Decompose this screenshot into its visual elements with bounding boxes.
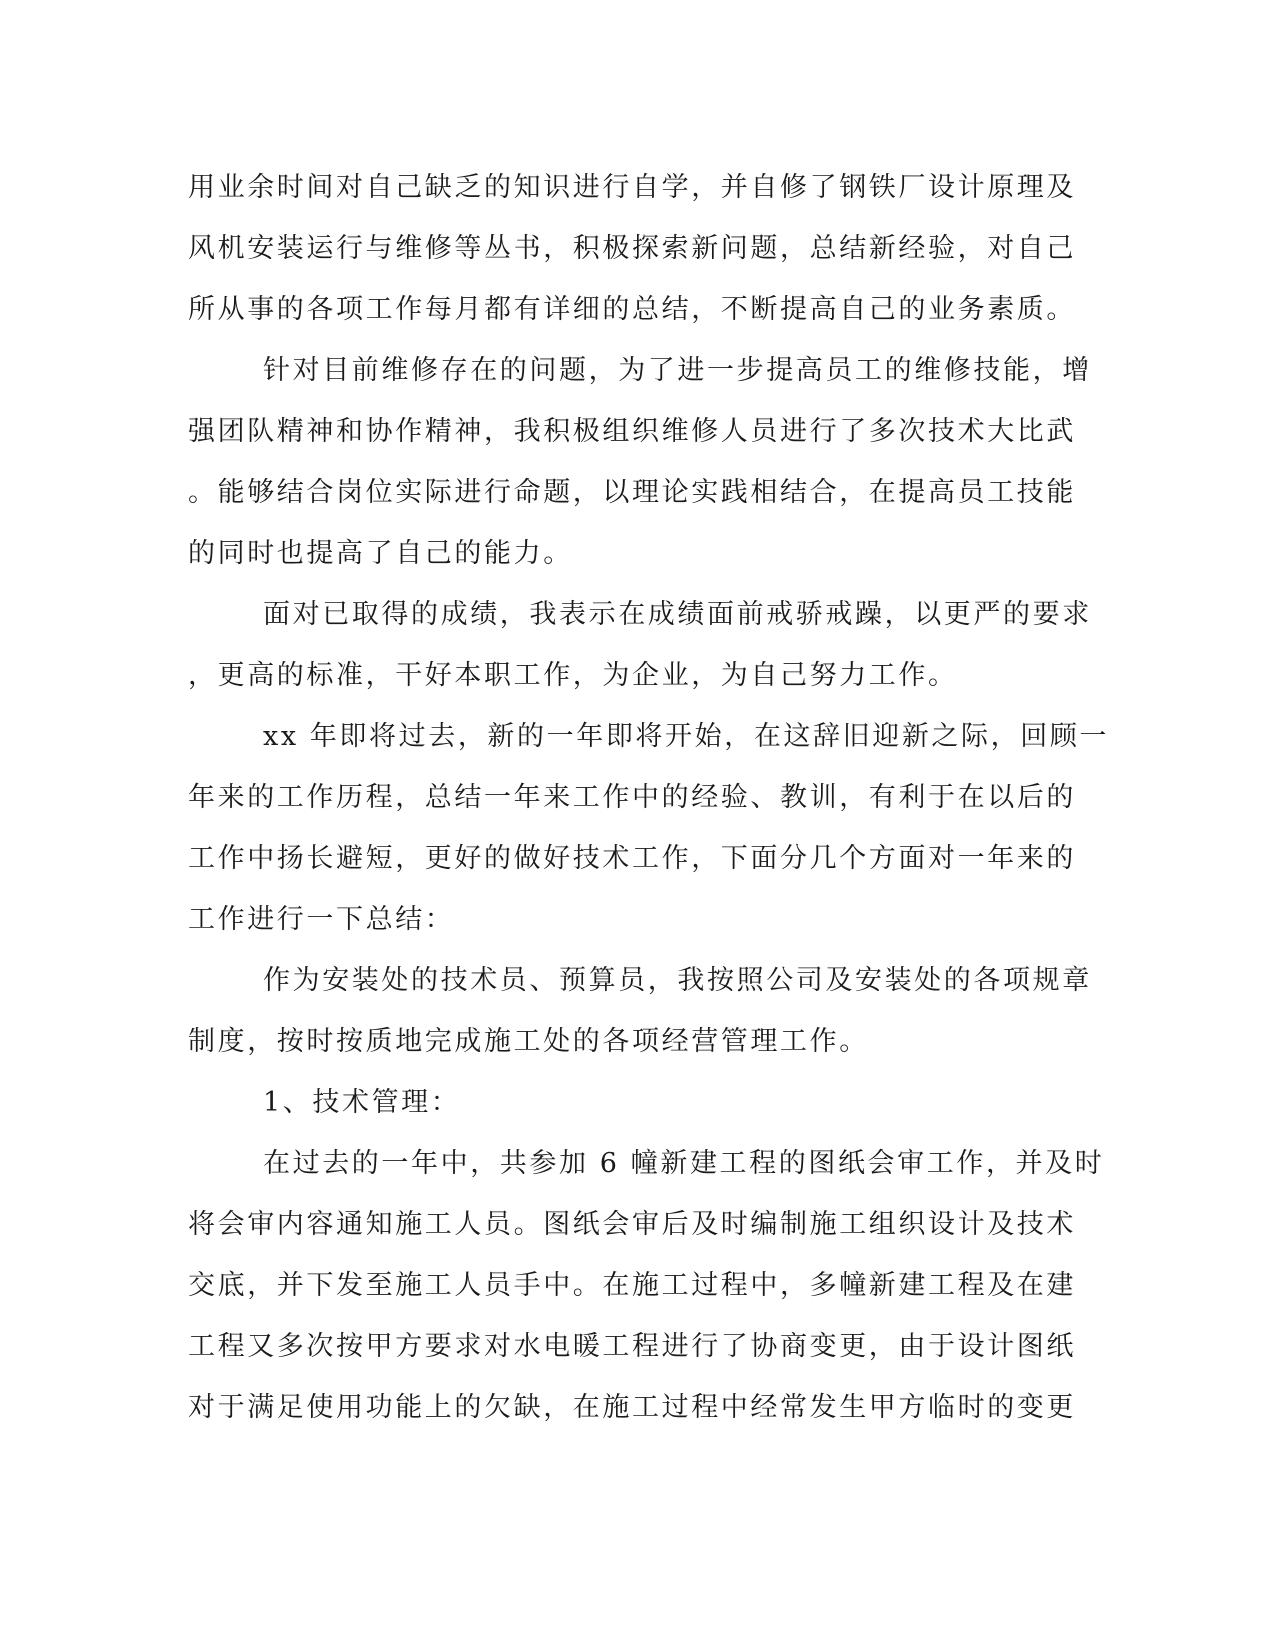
text-line: ，更高的标准，干好本职工作，为企业，为自己努力工作。: [188, 660, 958, 691]
body-text: [188, 157, 1110, 1438]
text-line: 用业余时间对自己缺乏的知识进行自学，并自修了钢铁厂设计原理及: [188, 172, 1076, 203]
text-line: 的同时也提高了自己的能力。: [188, 538, 573, 569]
paragraph-first-line: 在过去的一年中，共参加 6 幢新建工程的图纸会审工作，并及时: [263, 1148, 1105, 1179]
text-line: 年来的工作历程，总结一年来工作中的经验、教训，有利于在以后的: [188, 782, 1076, 813]
text-line: 工作中扬长避短，更好的做好技术工作，下面分几个方面对一年来的: [188, 843, 1076, 874]
text-line: 强团队精神和协作精神，我积极组织维修人员进行了多次技术大比武: [188, 416, 1076, 447]
text-line: 对于满足使用功能上的欠缺，在施工过程中经常发生甲方临时的变更: [188, 1392, 1076, 1423]
text-line: 交底，并下发至施工人员手中。在施工过程中，多幢新建工程及在建: [188, 1270, 1076, 1301]
text-line: 风机安装运行与维修等丛书，积极探索新问题，总结新经验，对自己: [188, 233, 1076, 264]
section-heading: 1、技术管理：: [263, 1087, 461, 1118]
text-line: 所从事的各项工作每月都有详细的总结，不断提高自己的业务素质。: [188, 294, 1076, 325]
text-line: 。能够结合岗位实际进行命题，以理论实践相结合，在提高员工技能: [188, 477, 1076, 508]
paragraph-first-line: xx 年即将过去，新的一年即将开始，在这辞旧迎新之际，回顾一: [263, 721, 1110, 752]
paragraph-first-line: 针对目前维修存在的问题，为了进一步提高员工的维修技能，增: [263, 355, 1092, 386]
text-line: 工作进行一下总结：: [188, 904, 455, 935]
text-line: 制度，按时按质地完成施工处的各项经营管理工作。: [188, 1026, 869, 1057]
text-line: 将会审内容通知施工人员。图纸会审后及时编制施工组织设计及技术: [188, 1209, 1076, 1240]
paragraph-first-line: 作为安装处的技术员、预算员，我按照公司及安装处的各项规章: [263, 965, 1092, 996]
paragraph-first-line: 面对已取得的成绩，我表示在成绩面前戒骄戒躁，以更严的要求: [263, 599, 1092, 630]
text-line: 工程又多次按甲方要求对水电暖工程进行了协商变更，由于设计图纸: [188, 1331, 1076, 1362]
